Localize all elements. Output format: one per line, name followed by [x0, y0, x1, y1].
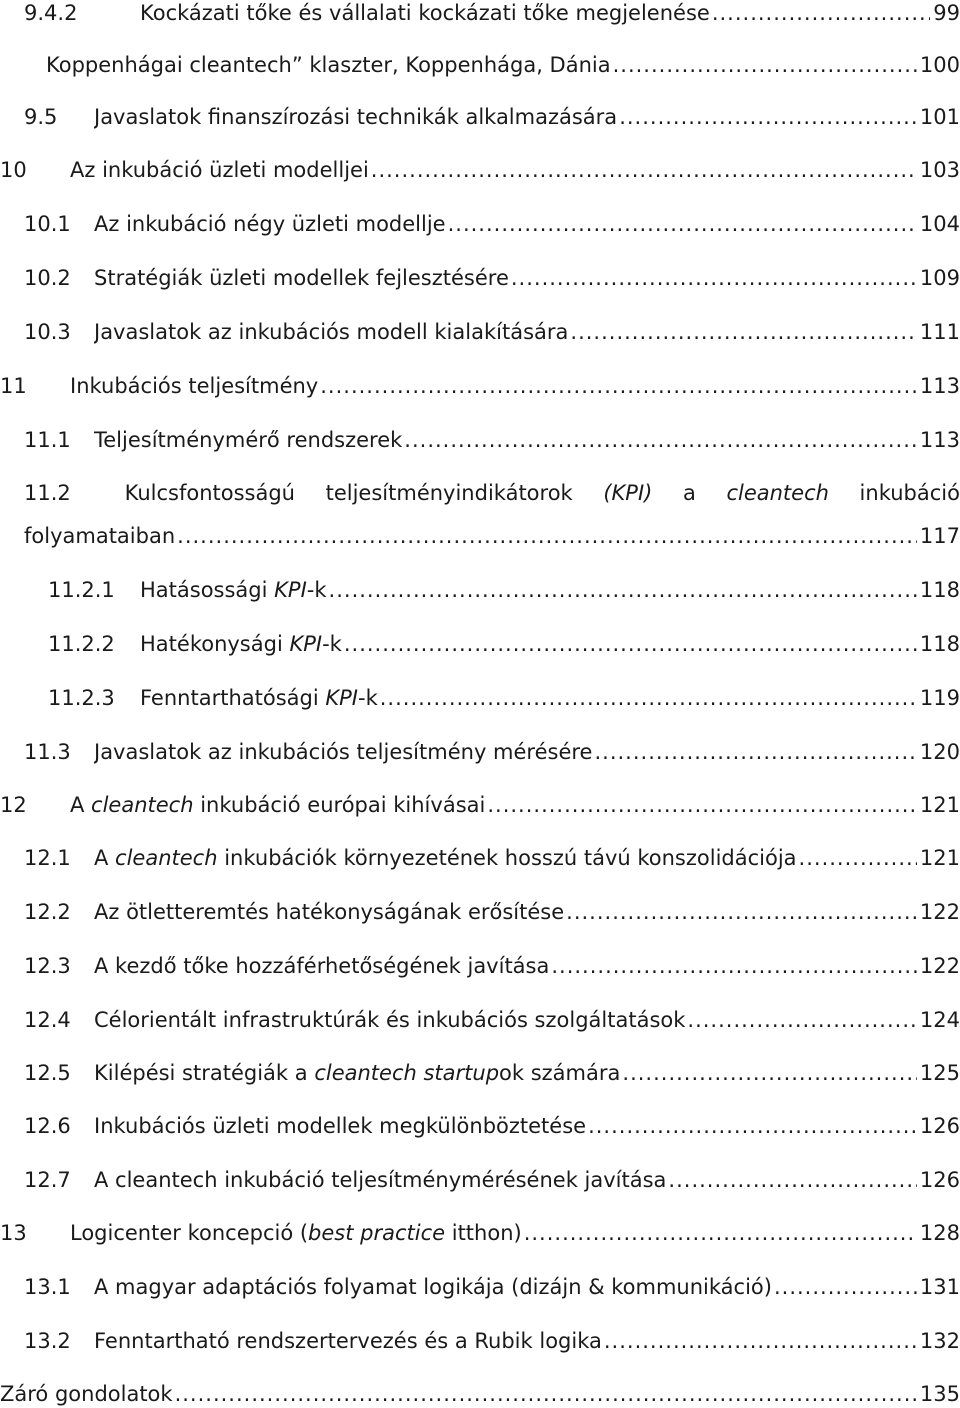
title-fragment: Záró gondolatok [0, 1382, 173, 1406]
toc-entry[interactable] [0, 0, 960, 27]
title-fragment: Koppenhágai cleantech” klaszter, Koppenhága, Dánia [46, 53, 611, 77]
section-title [140, 0, 710, 27]
dot-leader [613, 52, 917, 79]
section-number: 12 [0, 793, 27, 817]
title-fragment: Az ötletteremtés hatékonyságának erősítése [94, 900, 565, 924]
title-fragment: Az inkubáció négy üzleti modellje [94, 212, 446, 236]
section-title [94, 845, 797, 872]
toc-line [24, 739, 960, 766]
page-number: 101 [919, 105, 960, 129]
title-word: inkubáció [859, 481, 960, 505]
toc-line [24, 953, 960, 980]
section-title [94, 211, 446, 238]
title-fragment: Fenntartható rendszertervezés és a Rubik logika [94, 1329, 602, 1353]
page-number: 120 [919, 740, 960, 764]
section-number: 10.1 [24, 212, 71, 236]
dot-leader [487, 792, 917, 819]
toc-entry-kpi-heading[interactable] [0, 480, 960, 507]
toc-line [24, 1007, 960, 1034]
dot-leader [380, 685, 917, 712]
toc-entry[interactable] [0, 845, 960, 872]
page-number: 135 [919, 1382, 960, 1406]
section-number: 11.2.3 [48, 686, 115, 710]
page-number: 118 [919, 632, 960, 656]
toc-entry[interactable] [0, 427, 960, 454]
toc-line [24, 845, 960, 872]
title-fragment: Teljesítménymérő rendszerek [94, 428, 403, 452]
title-word: cleantech [726, 481, 829, 505]
toc-entry[interactable] [0, 373, 960, 400]
dot-leader [371, 157, 917, 184]
page-number: 117 [919, 524, 960, 548]
title-fragment: ok számára [499, 1061, 621, 1085]
title-fragment: cleantech startup [314, 1061, 500, 1085]
title-fragment: A magyar adaptációs folyamat logikája (dizájn & kommunikáció) [94, 1275, 772, 1299]
title-fragment: Kockázati tőke és vállalati kockázati tőke megjelenése [140, 1, 710, 25]
title-fragment: Hatásossági [140, 578, 275, 602]
toc-line [48, 685, 960, 712]
page-number: 124 [919, 1008, 960, 1032]
toc-entry[interactable] [0, 953, 960, 980]
title-fragment: folyamataiban [24, 524, 176, 548]
section-title [70, 1220, 522, 1247]
toc-entry[interactable] [0, 899, 960, 926]
toc-line [24, 104, 960, 131]
toc-line [0, 373, 960, 400]
toc-entry[interactable] [0, 1113, 960, 1140]
section-number: 9.4.2 [24, 1, 78, 25]
title-word: Kulcsfontosságú [124, 481, 295, 505]
toc-entry[interactable] [0, 685, 960, 712]
title-fragment: Inkubációs teljesítmény [70, 374, 319, 398]
toc-line [0, 1220, 960, 1247]
section-number: 13.1 [24, 1275, 71, 1299]
dot-leader [511, 265, 917, 292]
section-number: 12.1 [24, 846, 71, 870]
page-number: 132 [919, 1329, 960, 1353]
toc-entry[interactable] [0, 1328, 960, 1355]
title-fragment: -k [358, 686, 378, 710]
section-title [94, 739, 592, 766]
dot-leader [320, 373, 917, 400]
title-fragment: Az inkubáció üzleti modelljei [70, 158, 369, 182]
page-number: 121 [919, 793, 960, 817]
dot-leader [570, 319, 917, 346]
section-title [94, 899, 564, 926]
section-title [0, 1381, 173, 1408]
page-number: 122 [919, 954, 960, 978]
page-number: 103 [919, 158, 960, 182]
page-number: 109 [919, 266, 960, 290]
section-title [140, 577, 327, 604]
toc-line [24, 211, 960, 238]
section-number: 11.2.1 [48, 578, 115, 602]
toc-line-justified [24, 480, 960, 507]
section-title [94, 1060, 620, 1087]
section-number: 12.3 [24, 954, 71, 978]
dot-leader [177, 523, 917, 550]
title-fragment: A cleantech inkubáció teljesítménymérésének javítása [94, 1168, 667, 1192]
title-fragment: KPI [289, 632, 323, 656]
dot-leader [448, 211, 917, 238]
page-number: 126 [919, 1168, 960, 1192]
toc-line [24, 265, 960, 292]
title-fragment: A [70, 793, 92, 817]
section-title [70, 792, 485, 819]
section-number: 10.2 [24, 266, 71, 290]
title-fragment: cleantech [115, 846, 218, 870]
toc-line [48, 577, 960, 604]
toc-entry[interactable] [0, 739, 960, 766]
title-fragment: Hatékonysági [140, 632, 290, 656]
toc-entry[interactable] [0, 577, 960, 604]
toc-entry[interactable] [0, 1220, 960, 1247]
section-number: 11.3 [24, 740, 71, 764]
toc-line [0, 792, 960, 819]
title-fragment: itthon) [445, 1221, 522, 1245]
toc-line [24, 1328, 960, 1355]
page-number: 113 [919, 374, 960, 398]
section-title [94, 104, 617, 131]
section-number: 12.6 [24, 1114, 71, 1138]
page-number: 111 [919, 320, 960, 344]
page-number: 126 [919, 1114, 960, 1138]
title-fragment: Javaslatok finanszírozási technikák alkalmazására [94, 105, 618, 129]
title-fragment: Inkubációs üzleti modellek megkülönböztetése [94, 1114, 587, 1138]
toc-line [0, 157, 960, 184]
toc-entry[interactable] [0, 157, 960, 184]
dot-leader [712, 0, 930, 27]
title-fragment: KPI [274, 578, 307, 602]
page-number: 104 [919, 212, 960, 236]
dot-leader [668, 1167, 916, 1194]
toc-entry[interactable] [0, 631, 960, 658]
title-fragment: Logicenter koncepció ( [70, 1221, 309, 1245]
title-fragment: -k [322, 632, 342, 656]
title-fragment: -k [306, 578, 327, 602]
section-title [70, 157, 369, 184]
section-number: 13.2 [24, 1329, 71, 1353]
page-number: 119 [919, 686, 960, 710]
section-number: 11.2 [24, 481, 71, 505]
section-title [94, 1328, 602, 1355]
section-number: 12.5 [24, 1061, 71, 1085]
section-number: 10 [0, 158, 27, 182]
title-fragment: A [94, 846, 116, 870]
title-fragment: inkubáció európai kihívásai [193, 793, 486, 817]
title-word: a [682, 481, 696, 505]
page-number: 99 [933, 1, 960, 25]
page-number: 128 [919, 1221, 960, 1245]
page-number: 113 [919, 428, 960, 452]
toc-line [24, 1274, 960, 1301]
page-number: 122 [919, 900, 960, 924]
title-fragment: Kilépési stratégiák a [94, 1061, 315, 1085]
toc-entry[interactable] [0, 104, 960, 131]
title-fragment: A kezdő tőke hozzáférhetőségének javítása [94, 954, 550, 978]
dot-leader [622, 1060, 917, 1087]
dot-leader [588, 1113, 917, 1140]
toc-line [24, 427, 960, 454]
section-title [94, 1007, 685, 1034]
title-fragment: Fenntarthatósági [140, 686, 326, 710]
toc-line [24, 523, 960, 550]
toc-line [24, 0, 960, 27]
section-number: 13 [0, 1221, 27, 1245]
toc-entry[interactable] [0, 211, 960, 238]
section-number: 12.4 [24, 1008, 71, 1032]
title-fragment: inkubációk környezetének hosszú távú konszolidációja [217, 846, 797, 870]
dot-leader [551, 953, 917, 980]
toc-entry[interactable] [0, 265, 960, 292]
section-number: 12.2 [24, 900, 71, 924]
dot-leader [566, 899, 917, 926]
dot-leader [619, 104, 917, 131]
toc-entry[interactable] [0, 1060, 960, 1087]
title-fragment: Célorientált infrastruktúrák és inkubációs szolgáltatások [94, 1008, 686, 1032]
dot-leader [344, 631, 917, 658]
section-number: 11.2.2 [48, 632, 115, 656]
section-title [46, 52, 611, 79]
dot-leader [404, 427, 917, 454]
toc-entry[interactable] [0, 1007, 960, 1034]
section-title [94, 953, 549, 980]
dot-leader [329, 577, 917, 604]
section-title [94, 1274, 772, 1301]
toc-line [24, 1060, 960, 1087]
dot-leader [604, 1328, 917, 1355]
section-number: 12.7 [24, 1168, 71, 1192]
title-word: (KPI) [603, 481, 653, 505]
title-fragment: KPI [325, 686, 358, 710]
section-number: 11 [0, 374, 27, 398]
title-word: teljesítményindikátorok [325, 481, 573, 505]
page-number: 118 [919, 578, 960, 602]
toc-line [0, 1381, 960, 1408]
dot-leader [594, 739, 916, 766]
page-number: 125 [919, 1061, 960, 1085]
dot-leader [799, 845, 917, 872]
section-number: 10.3 [24, 320, 71, 344]
dot-leader [524, 1220, 917, 1247]
title-fragment: Javaslatok az inkubációs modell kialakítására [94, 320, 569, 344]
title-fragment: Javaslatok az inkubációs teljesítmény mérésére [94, 740, 593, 764]
toc-line [24, 319, 960, 346]
section-number: 11.1 [24, 428, 71, 452]
toc-entry[interactable] [0, 1381, 960, 1408]
toc-entry[interactable] [0, 1167, 960, 1194]
dot-leader [687, 1007, 917, 1034]
toc-line [46, 52, 960, 79]
section-title [94, 319, 568, 346]
section-title [94, 1113, 586, 1140]
section-title [94, 1167, 666, 1194]
title-fragment: best practice [308, 1221, 446, 1245]
section-title [140, 631, 342, 658]
section-title [24, 523, 175, 550]
toc-entry[interactable] [0, 52, 960, 79]
toc-entry[interactable] [0, 1274, 960, 1301]
section-title [140, 685, 378, 712]
dot-leader [175, 1381, 917, 1408]
title-fragment: Stratégiák üzleti modellek fejlesztésére [94, 266, 509, 290]
toc-entry[interactable] [0, 523, 960, 550]
section-title [70, 373, 318, 400]
page-number: 131 [919, 1275, 960, 1299]
title-fragment: cleantech [91, 793, 194, 817]
section-title [94, 427, 402, 454]
toc-entry[interactable] [0, 792, 960, 819]
toc-line [24, 1113, 960, 1140]
toc-line [24, 899, 960, 926]
page-number: 100 [919, 53, 960, 77]
toc-line [24, 1167, 960, 1194]
dot-leader [774, 1274, 917, 1301]
page-number: 121 [919, 846, 960, 870]
section-number: 9.5 [24, 105, 58, 129]
toc-line [48, 631, 960, 658]
section-title [94, 265, 509, 292]
toc-entry[interactable] [0, 319, 960, 346]
